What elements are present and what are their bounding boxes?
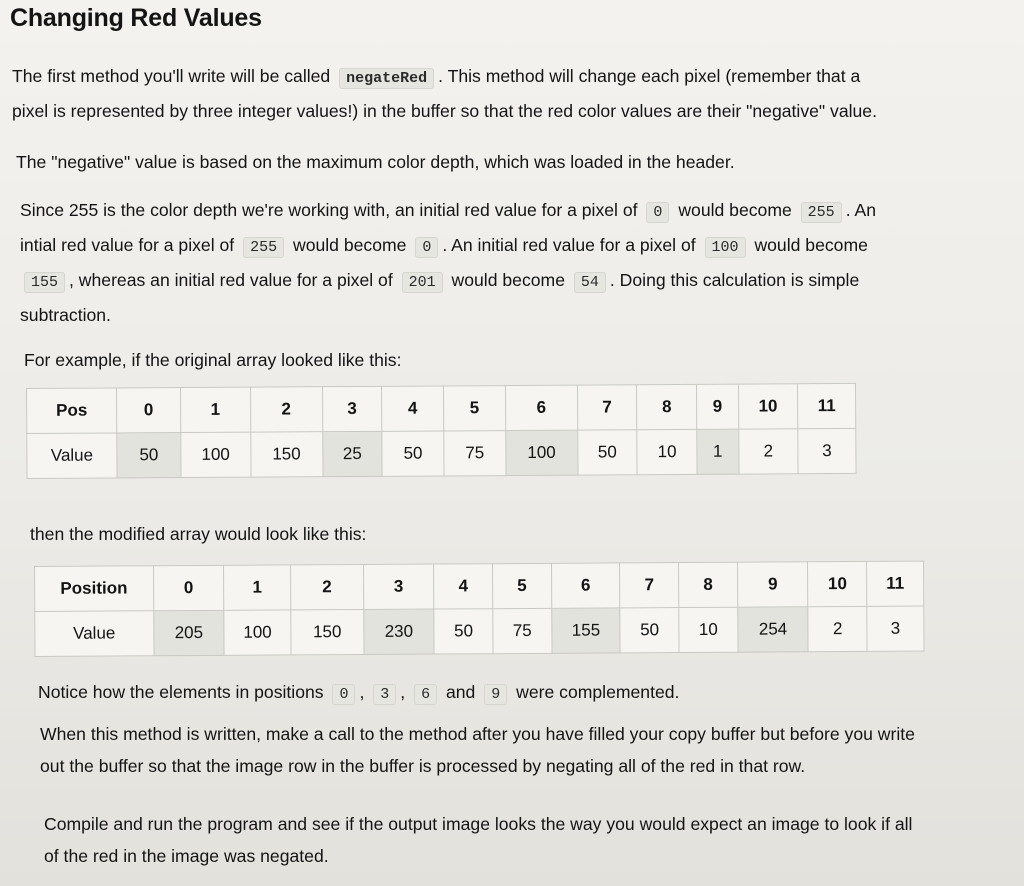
- modified-pos-cell: 10: [808, 561, 867, 606]
- example-text-7: would become: [754, 235, 868, 255]
- notice-text-1: Notice how the elements in positions: [38, 682, 324, 702]
- notice-comma-1: ,: [359, 682, 365, 702]
- compile-paragraph: [44, 808, 1019, 872]
- original-pos-cell: 7: [577, 385, 637, 430]
- example-text-1: Since 255 is the color depth we're working with, an initial red value for a pixel of: [20, 200, 638, 220]
- original-pos-cell: 8: [637, 384, 697, 429]
- method-name-code: negateRed: [339, 68, 434, 89]
- original-pos-cell: 6: [505, 385, 577, 430]
- example-text-3: . An: [845, 200, 877, 220]
- example-text-6: . An initial red value for a pixel of: [442, 235, 696, 255]
- original-value-cell: 25: [322, 431, 382, 476]
- modified-position-row: [35, 561, 924, 611]
- example-text-9: would become: [451, 270, 565, 290]
- notice-pos-9: 9: [484, 684, 507, 705]
- intro-paragraph: [12, 60, 1012, 128]
- example-value-100: 100: [705, 237, 746, 258]
- example-value-255b: 255: [243, 237, 284, 258]
- modified-value-cell: 10: [679, 607, 738, 652]
- example-value-0: 0: [646, 202, 669, 223]
- when-written-line2: out the buffer so that the image row in the buffer is processed by negating all of the red in that row.: [40, 756, 806, 776]
- original-pos-header: Pos: [27, 388, 117, 434]
- modified-value-cell: 230: [363, 609, 434, 654]
- original-pos-cell: 0: [117, 388, 181, 433]
- original-pos-cell: 10: [738, 384, 798, 429]
- notice-pos-0: 0: [332, 684, 355, 705]
- intro-text-after: . This method will change each pixel (remember that a: [438, 66, 861, 86]
- modified-pos-cell: 5: [493, 563, 552, 608]
- notice-comma-2: ,: [400, 682, 406, 702]
- modified-value-cell: 50: [620, 608, 679, 653]
- example-text-10: . Doing this calculation is simple: [609, 270, 860, 290]
- original-value-cell: 50: [382, 431, 444, 476]
- example-text-4: intial red value for a pixel of: [20, 235, 235, 255]
- original-pos-cell: 11: [798, 383, 856, 428]
- compile-line2: of the red in the image was negated.: [44, 846, 329, 866]
- modified-value-header: Value: [35, 611, 154, 657]
- modified-value-cell: 50: [434, 609, 493, 654]
- then-text: then the modified array would look like this:: [30, 524, 367, 544]
- example-text-11: subtraction.: [20, 305, 111, 325]
- original-value-cell: 10: [637, 429, 697, 474]
- modified-pos-cell: 11: [867, 561, 924, 606]
- modified-value-cell: 150: [291, 609, 364, 654]
- original-value-header: Value: [27, 433, 117, 479]
- modified-value-cell: 100: [224, 610, 291, 655]
- modified-value-cell: 205: [153, 610, 224, 655]
- modified-pos-cell: 9: [737, 562, 808, 607]
- example-value-54: 54: [574, 272, 606, 293]
- notice-and: and: [445, 682, 476, 702]
- compile-line1: Compile and run the program and see if the output image looks the way you would expect an image to look if all: [44, 814, 913, 834]
- example-value-0b: 0: [415, 237, 438, 258]
- original-pos-cell: 4: [382, 386, 444, 431]
- modified-pos-header: Position: [35, 566, 154, 612]
- example-value-155: 155: [24, 272, 65, 293]
- example-value-255: 255: [801, 202, 842, 223]
- original-array-table: [26, 383, 857, 479]
- modified-pos-cell: 1: [224, 565, 291, 610]
- notice-text-2: were complemented.: [516, 682, 680, 702]
- example-text-8: , whereas an initial red value for a pixel of: [69, 270, 393, 290]
- modified-value-cell: 3: [867, 606, 924, 651]
- negative-note: The "negative" value is based on the maximum color depth, which was loaded in the header.: [16, 152, 735, 172]
- modified-value-cell: 2: [808, 606, 867, 651]
- original-position-row: [27, 383, 856, 433]
- modified-pos-cell: 7: [620, 563, 679, 608]
- page-title: Changing Red Values: [10, 4, 262, 32]
- original-value-cell: 75: [444, 431, 506, 476]
- when-written-line1: When this method is written, make a call to the method after you have filled your copy buffer but before you write: [40, 724, 915, 744]
- original-value-row: [27, 428, 856, 478]
- modified-pos-cell: 3: [363, 564, 434, 609]
- modified-pos-cell: 8: [679, 562, 738, 607]
- modified-array-table: [34, 561, 925, 657]
- example-paragraph: [20, 194, 1010, 331]
- for-example-text: For example, if the original array looked like this:: [24, 350, 402, 370]
- intro-text-line2: pixel is represented by three integer values!) in the buffer so that the red color values are their "negative" value.: [12, 101, 877, 121]
- original-value-cell: 100: [505, 430, 577, 475]
- original-value-cell: 100: [181, 432, 251, 477]
- modified-value-cell: 75: [493, 608, 552, 653]
- modified-value-row: [35, 606, 924, 656]
- modified-pos-cell: 6: [551, 563, 620, 608]
- example-value-201: 201: [402, 272, 443, 293]
- original-value-cell: 3: [798, 428, 856, 473]
- original-value-cell: 50: [117, 433, 181, 478]
- modified-value-cell: 254: [738, 607, 809, 652]
- modified-pos-cell: 2: [290, 564, 363, 609]
- original-pos-cell: 9: [697, 384, 739, 429]
- original-pos-cell: 3: [322, 386, 382, 431]
- original-value-cell: 150: [250, 432, 322, 477]
- example-text-2: would become: [678, 200, 792, 220]
- original-value-cell: 2: [738, 429, 798, 474]
- original-value-cell: 1: [697, 429, 739, 474]
- modified-pos-cell: 4: [434, 564, 493, 609]
- modified-value-cell: 155: [551, 608, 620, 653]
- modified-pos-cell: 0: [153, 565, 224, 610]
- intro-text-before: The first method you'll write will be called: [12, 66, 331, 86]
- original-pos-cell: 5: [443, 386, 505, 431]
- example-text-5: would become: [292, 235, 407, 255]
- notice-pos-3: 3: [373, 684, 396, 705]
- notice-paragraph: [38, 676, 679, 711]
- original-pos-cell: 1: [180, 387, 250, 432]
- notice-pos-6: 6: [414, 684, 437, 705]
- when-written-paragraph: [40, 718, 1020, 782]
- original-pos-cell: 2: [250, 387, 322, 432]
- original-value-cell: 50: [577, 430, 637, 475]
